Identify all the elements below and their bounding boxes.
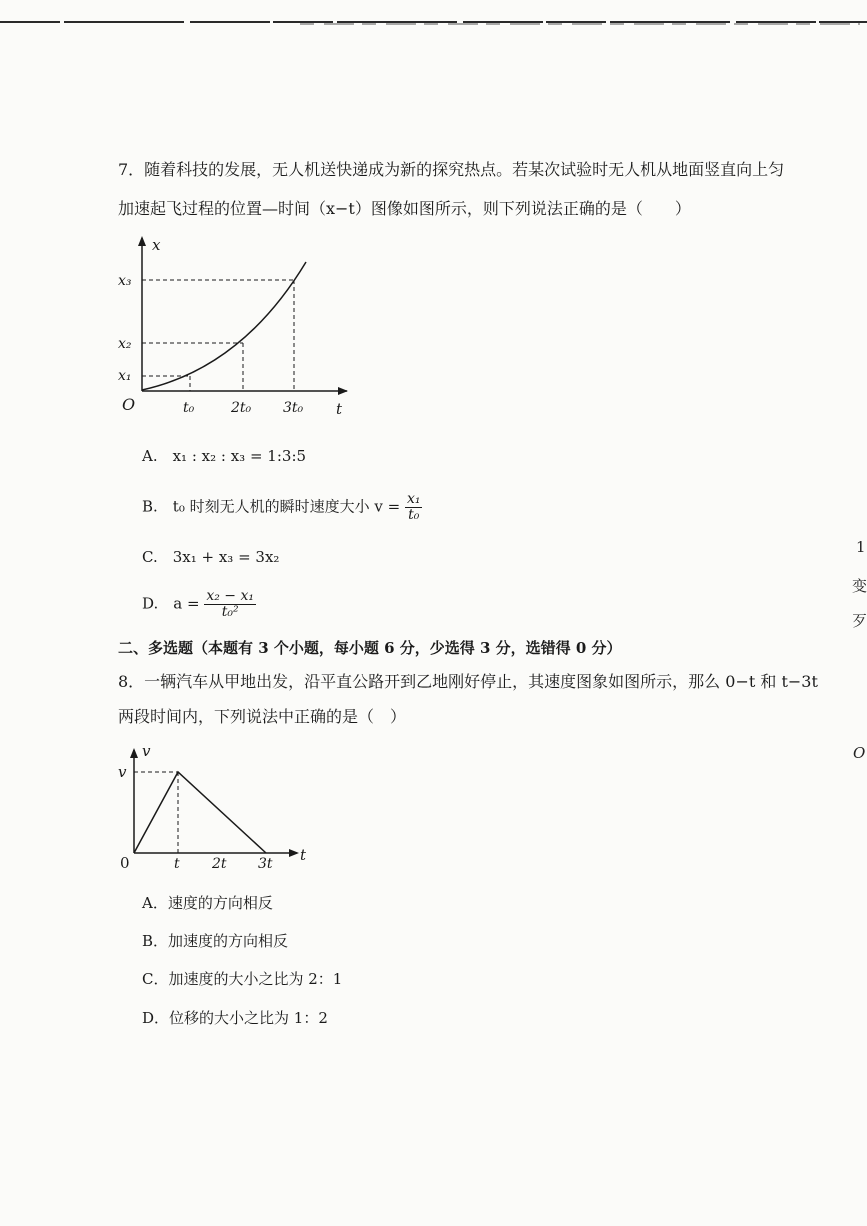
question-8-line-2: 两段时间内，下列说法中正确的是（ ） xyxy=(118,707,407,726)
q7-y-tick-x1: x₁ xyxy=(118,368,132,384)
q7-y-tick-x2: x₂ xyxy=(118,336,132,352)
q7-option-b-numerator: x₁ xyxy=(406,491,421,507)
q7-option-c[interactable]: C. 3x₁ + x₃ = 3x₂ xyxy=(142,548,280,566)
q7-option-d-denominator: t₀² xyxy=(221,604,239,620)
q8-x-axis-arrow xyxy=(289,849,299,857)
edge-text-4: O xyxy=(853,744,866,762)
q7-option-d-fraction xyxy=(204,589,256,620)
q8-option-c[interactable]: C．加速度的大小之比为 2：1 xyxy=(142,970,343,988)
q8-y-axis-arrow xyxy=(130,748,138,758)
q7-option-a[interactable]: A. x₁ : x₂ : x₃ = 1:3:5 xyxy=(142,447,307,465)
q8-x-tick-t: t xyxy=(174,856,180,872)
q7-y-tick-x3: x₃ xyxy=(118,273,132,289)
q8-velocity-line xyxy=(134,772,266,853)
scan-top-border xyxy=(0,18,867,28)
q7-option-b-text: B. t₀ 时刻无人机的瞬时速度大小 v = xyxy=(142,497,401,516)
q8-origin-label: 0 xyxy=(120,854,130,872)
q8-x-axis-label: t xyxy=(300,846,307,864)
q7-x-axis-label: t xyxy=(336,400,343,418)
question-8-line-1: 8．一辆汽车从甲地出发，沿平直公路开到乙地刚好停止，其速度图象如图所示，那么 0−t 和 t−3t xyxy=(118,672,818,691)
q7-option-d-text: D. a = xyxy=(142,594,200,613)
q7-y-axis-label: x xyxy=(152,236,161,254)
q7-option-b-fraction xyxy=(405,492,423,523)
q7-x-axis-arrow xyxy=(338,387,348,395)
question-7-line-2: 加速起飞过程的位置—时间（x−t）图像如图所示，则下列说法正确的是（ ） xyxy=(118,199,691,218)
q8-option-a[interactable]: A．速度的方向相反 xyxy=(142,894,273,912)
q7-option-d-numerator: x₂ − x₁ xyxy=(206,588,254,604)
q8-velocity-time-graph xyxy=(112,740,312,875)
q8-y-tick-v: v xyxy=(118,763,127,781)
q7-x-tick-t0: t₀ xyxy=(183,400,195,416)
q8-x-tick-2t: 2t xyxy=(212,856,227,872)
q7-y-axis-arrow xyxy=(138,236,146,246)
edge-text-3: 歹 xyxy=(852,612,867,630)
q7-option-b[interactable] xyxy=(142,492,422,523)
q8-y-axis-label: v xyxy=(142,742,151,760)
question-7-line-1: 7．随着科技的发展，无人机送快递成为新的探究热点。若某次试验时无人机从地面竖直向上匀 xyxy=(118,160,785,179)
q8-option-b[interactable]: B．加速度的方向相反 xyxy=(142,932,289,950)
section-2-heading: 二、多选题（本题有 3 个小题，每小题 6 分，少选得 3 分，选错得 0 分） xyxy=(118,639,622,657)
edge-text-2: 变 xyxy=(852,577,867,595)
q7-option-b-denominator: t₀ xyxy=(408,507,420,523)
q7-curve xyxy=(142,262,306,390)
q7-x-tick-2t0: 2t₀ xyxy=(231,400,252,416)
q8-x-tick-3t: 3t xyxy=(258,856,273,872)
q7-x-tick-3t0: 3t₀ xyxy=(283,400,304,416)
q7-position-time-graph xyxy=(112,228,362,428)
q7-origin-label: O xyxy=(122,395,136,414)
edge-text-1: 1 xyxy=(856,538,866,556)
q8-option-d[interactable]: D．位移的大小之比为 1：2 xyxy=(142,1009,328,1027)
q7-option-d[interactable] xyxy=(142,589,256,620)
